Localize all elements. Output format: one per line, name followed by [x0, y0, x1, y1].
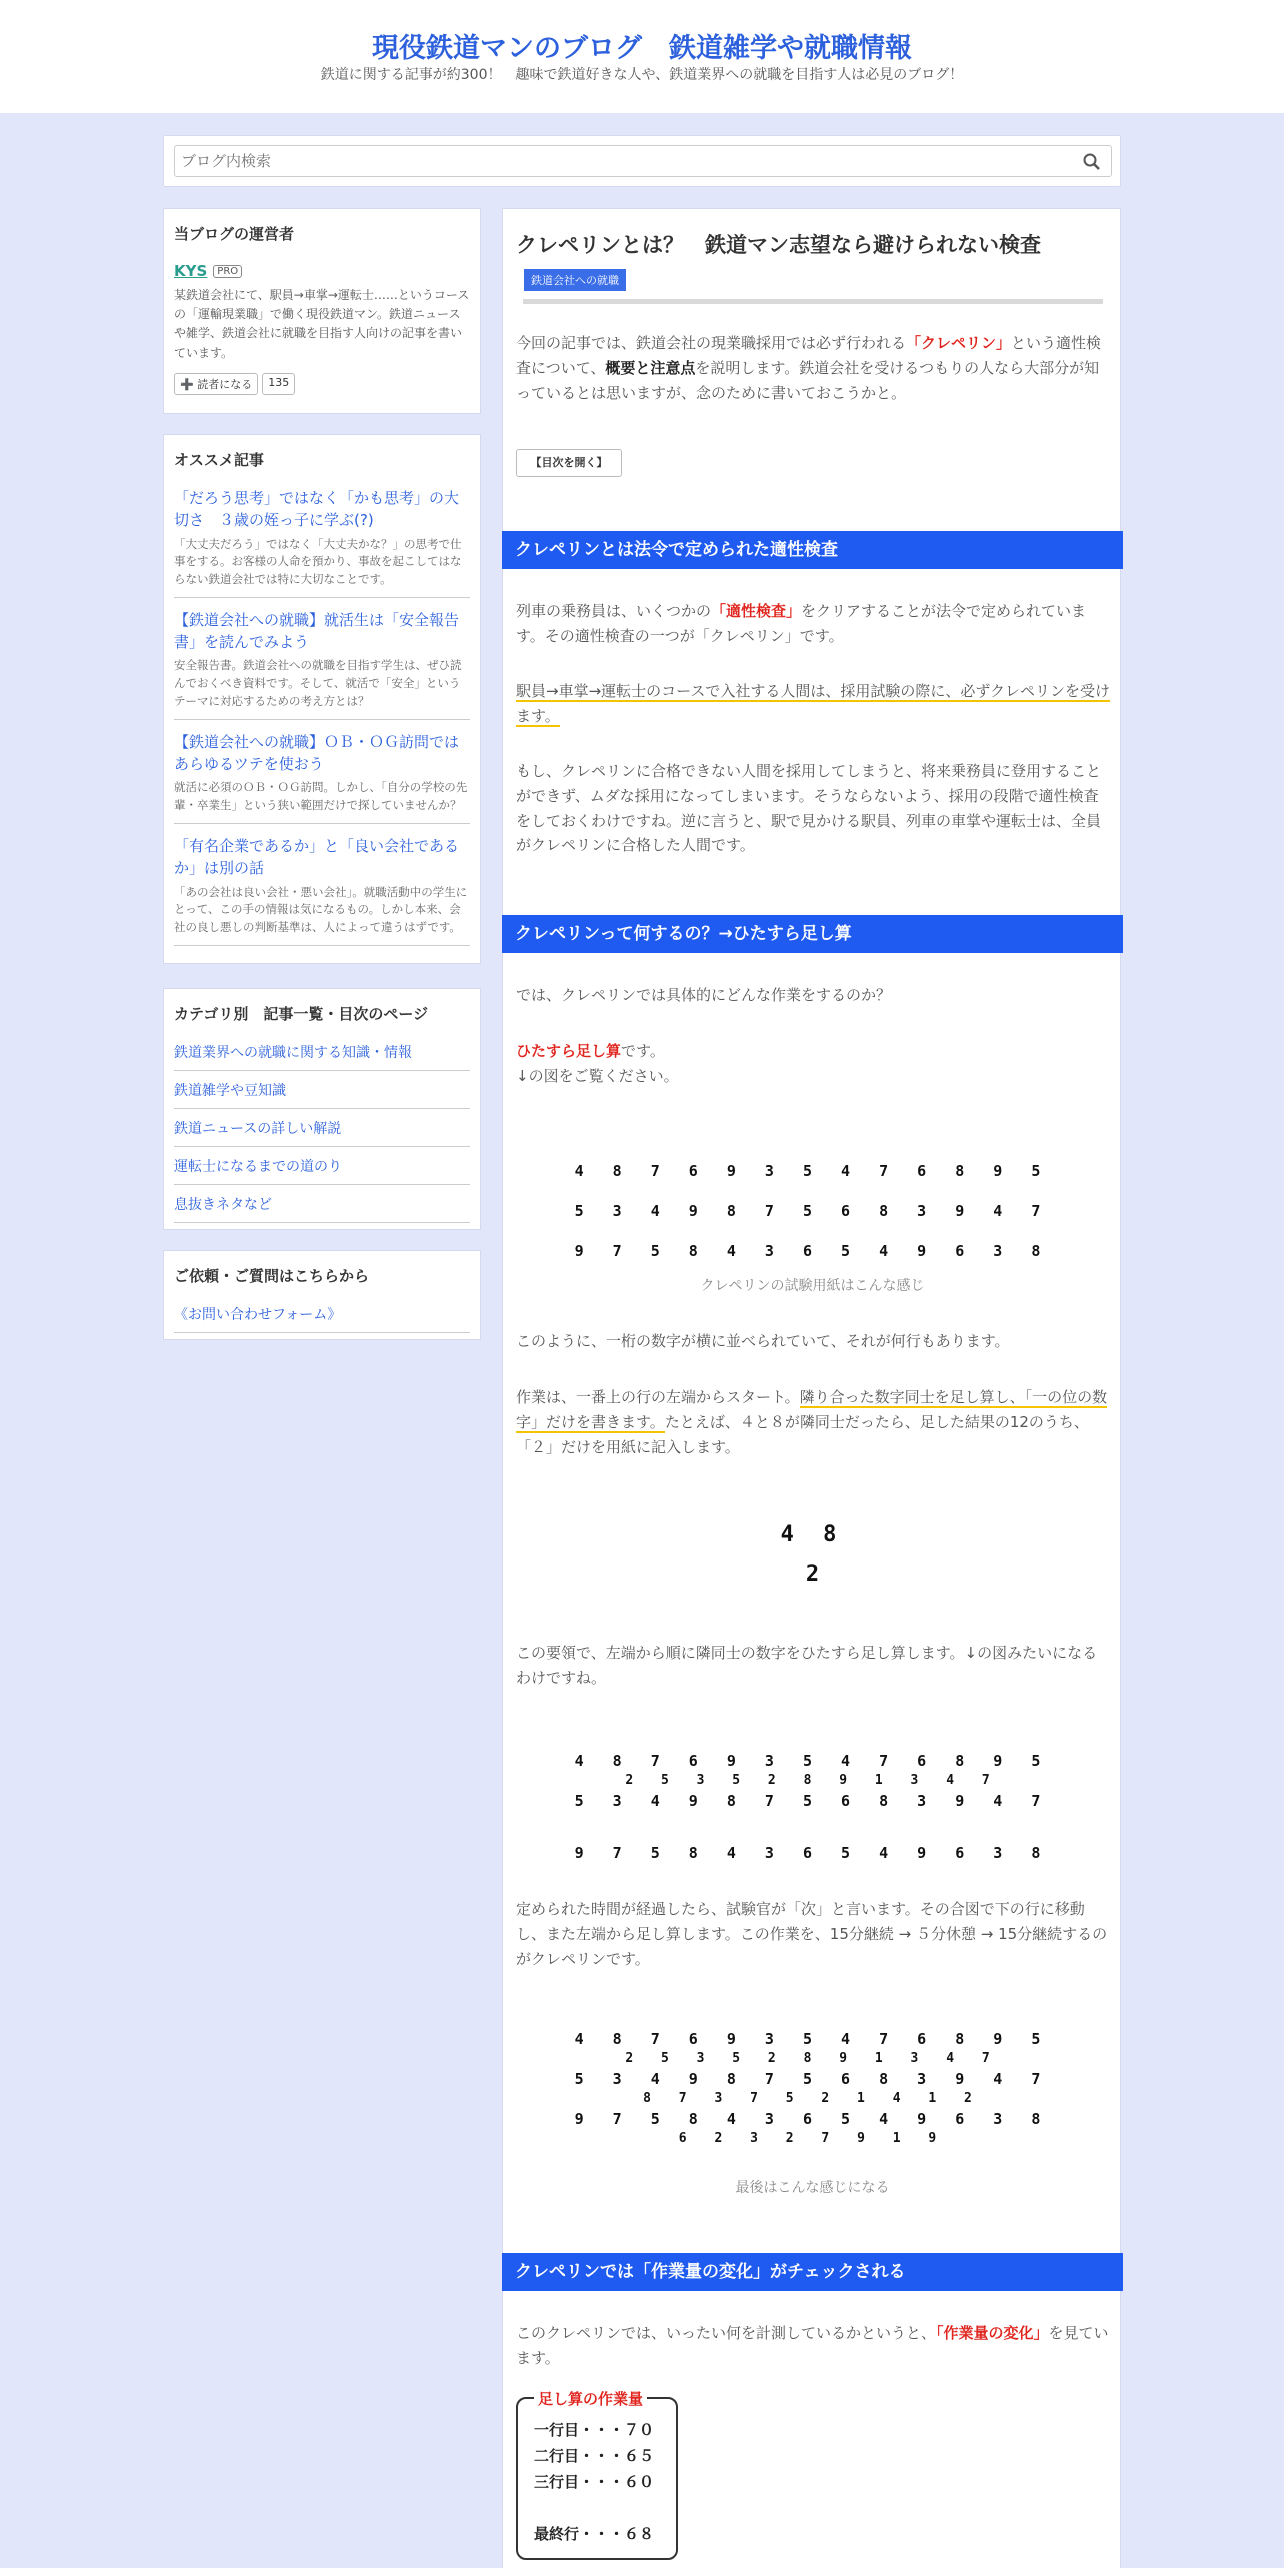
recommend-item-link[interactable]: 【鉄道会社への就職】就活生は「安全報告書」を読んでみよう [174, 610, 460, 651]
category-badge[interactable]: 鉄道会社への就職 [524, 269, 626, 291]
work-amount-line: 一行目・・・７０ [534, 2421, 655, 2439]
paragraph: このクレペリンでは、いったい何を計測しているかというと、「作業量の変化」を見ています。 [516, 2324, 1109, 2367]
digit-example-result: 2 [805, 1562, 820, 1587]
recommend-item [174, 488, 470, 598]
category-widget-title: カテゴリ別 記事一覧・目次のページ [174, 1005, 429, 1023]
pro-badge: PRO [213, 265, 242, 278]
title-divider [523, 299, 1103, 304]
recommend-item-desc: 「大丈夫だろう」ではなく「大丈夫かな？」の思考で仕事をする。お客様の人命を預かり、事故を起こしてはならない鉄道会社では特に大切なことです。 [174, 536, 462, 587]
highlight-paragraph: 駅員→車掌→運転士のコースで入社する人間は、採用試験の際に、必ずクレペリンを受けます。 [516, 682, 1110, 725]
section-heading: クレペリンでは「作業量の変化」がチェックされる [502, 2253, 1123, 2291]
image-caption: 最後はこんな感じになる [735, 2180, 890, 2196]
digit-row: 5 3 4 9 8 7 5 6 8 3 9 4 7 [574, 1202, 1051, 1220]
digit-sum-row: 2 5 3 5 2 8 9 1 3 4 7 [625, 1773, 1000, 1788]
site-header [0, 0, 1284, 113]
work-amount-label: 足し算の作業量 [534, 2388, 647, 2409]
section-heading: クレペリンとは法令で定められた適性検査 [502, 531, 1123, 569]
recommend-item [174, 836, 470, 946]
digit-row: 4 8 7 6 9 3 5 4 7 6 8 9 5 [574, 2030, 1051, 2048]
digit-row: 5 3 4 9 8 7 5 6 8 3 9 4 7 [574, 1792, 1051, 1810]
work-amount-line: 二行目・・・６５ [534, 2447, 655, 2465]
contact-widget-title: ご依頼・ご質問はこちらから [174, 1267, 370, 1285]
site-tagline: 鉄道に関する記事が約300！ 趣味で鉄道好きな人や、鉄道業界への就職を目指す人は必見のブログ！ [320, 67, 964, 83]
search-icon[interactable] [1082, 152, 1102, 172]
follow-button[interactable]: ➕ 読者になる [174, 373, 258, 395]
owner-name-link[interactable]: KYS [174, 262, 208, 280]
digit-example-top: 4 8 [780, 1522, 845, 1547]
section-heading: クレペリンって何するの？→ひたすら足し算 [502, 915, 1123, 953]
recommend-item-link[interactable]: 「有名企業であるか」と「良い会社であるか」は別の話 [174, 837, 460, 877]
digit-row: 5 3 4 9 8 7 5 6 8 3 9 4 7 [574, 2070, 1051, 2088]
contact-widget [163, 1250, 481, 1340]
digit-row: 9 7 5 8 4 3 6 5 4 9 6 3 8 [574, 1242, 1051, 1260]
recommend-widget [163, 434, 481, 964]
work-amount-line: 三行目・・・６０ [534, 2473, 655, 2491]
owner-description: 某鉄道会社にて、駅員→車掌→運転士……というコースの「運輸現業職」で働く現役鉄道マン。鉄道ニュースや雑学、鉄道会社に就職を目指す人向けの記事を書いています。 [174, 288, 470, 360]
paragraph: では、クレペリンでは具体的にどんな作業をするのか？ [516, 986, 892, 1004]
image-caption: クレペリンの試験用紙はこんな感じ [700, 1278, 925, 1294]
recommend-item-desc: 就活に必須のＯＢ・ＯＧ訪問。しかし、「自分の学校の先輩・卒業生」という狭い範囲だけで探していませんか？ [174, 780, 468, 813]
search-input[interactable] [174, 145, 1112, 177]
digit-sum-row: 8 7 3 7 5 2 1 4 1 2 [643, 2091, 982, 2106]
digit-row: 4 8 7 6 9 3 5 4 7 6 8 9 5 [574, 1752, 1051, 1770]
search-box [163, 135, 1121, 187]
paragraph: この要領で、左端から順に隣同士の数字をひたすら足し算します。↓の図みたいになるわけですね。 [516, 1644, 1098, 1687]
paragraph: 定められた時間が経過したら、試験官が「次」と言います。その合図で下の行に移動し、また左端から足し算します。この作業を、15分継続 → ５分休憩 → 15分継続するのがクレペリンです。 [516, 1900, 1108, 1968]
article [502, 208, 1121, 2568]
work-amount-box [516, 2390, 678, 2560]
recommend-item [174, 610, 470, 720]
category-widget [163, 988, 481, 1230]
category-link[interactable]: 運転士になるまでの道のり [174, 1156, 470, 1185]
paragraph: このように、一桁の数字が横に並べられていて、それが何行もあります。 [516, 1332, 1010, 1350]
paragraph: ひたすら足し算です。 ↓の図をご覧ください。 [516, 1042, 679, 1085]
digit-row: 4 8 7 6 9 3 5 4 7 6 8 9 5 [574, 1162, 1051, 1180]
category-link[interactable]: 鉄道雑学や豆知識 [174, 1080, 470, 1109]
recommend-item-link[interactable]: 「だろう思考」ではなく「かも思考」の大切さ ３歳の姪っ子に学ぶ(?) [174, 489, 460, 529]
toc-toggle-button[interactable]: 【目次を開く】 [516, 449, 622, 477]
recommend-item [174, 732, 470, 824]
recommend-item-desc: 「あの会社は良い会社・悪い会社」。就職活動中の学生にとって、この手の情報は気になるもの。しかし本来、会社の良し悪しの判断基準は、人によって違うはずです。 [174, 884, 468, 935]
digit-sum-row: 2 5 3 5 2 8 9 1 3 4 7 [625, 2051, 1000, 2066]
paragraph: もし、クレペリンに合格できない人間を採用してしまうと、将来乗務員に登用することができず、ムダな採用になってしまいます。そうならないよう、採用の段階で適性検査をしておくわけですね。逆に言うと、駅で見かける駅員、列車の車掌や運転士は、全員がクレペリンに合格した人間です。 [516, 762, 1102, 855]
digit-sum-row: 6 2 3 2 7 9 1 9 [678, 2131, 947, 2146]
work-amount-line: 最終行・・・６８ [534, 2525, 655, 2543]
digit-row: 9 7 5 8 4 3 6 5 4 9 6 3 8 [574, 1844, 1051, 1862]
article-title: クレペリンとは？ 鉄道マン志望なら避けられない検査 [516, 233, 1041, 257]
recommend-item-link[interactable]: 【鉄道会社への就職】ＯＢ・ＯＧ訪問ではあらゆるツテを使おう [174, 732, 460, 773]
category-link[interactable]: 鉄道業界への就職に関する知識・情報 [174, 1042, 470, 1071]
category-link[interactable]: 息抜きネタなど [174, 1194, 470, 1223]
site-title[interactable]: 現役鉄道マンのブログ 鉄道雑学や就職情報 [372, 33, 912, 64]
recommend-item-desc: 安全報告書。鉄道会社への就職を目指す学生は、ぜひ読んでおくべき資料です。そして、就活で「安全」というテーマに対応するための考え方とは？ [174, 658, 462, 709]
recommend-widget-title: オススメ記事 [174, 451, 264, 469]
owner-widget-title: 当ブログの運営者 [174, 225, 295, 243]
digit-row: 9 7 5 8 4 3 6 5 4 9 6 3 8 [574, 2110, 1051, 2128]
paragraph: 作業は、一番上の行の左端からスタート。隣り合った数字同士を足し算し、「一の位の数字」だけを書きます。たとえば、４と８が隣同士だったら、足した結果の12のうち、「２」だけを用紙に記入します。 [516, 1388, 1108, 1456]
intro-paragraph: 今回の記事では、鉄道会社の現業職採用では必ず行われる「クレペリン」という適性検査について、概要と注意点を説明します。鉄道会社を受けるつもりの人なら大部分が知っているとは思いますが、念のために書いておこうかと。 [516, 334, 1102, 402]
paragraph: 列車の乗務員は、いくつかの「適性検査」をクリアすることが法令で定められています。その適性検査の一つが「クレペリン」です。 [516, 602, 1087, 645]
follower-count[interactable]: 135 [262, 373, 295, 395]
contact-form-link[interactable]: 《お問い合わせフォーム》 [174, 1304, 470, 1333]
owner-widget [163, 208, 481, 414]
category-link[interactable]: 鉄道ニュースの詳しい解説 [174, 1118, 470, 1147]
